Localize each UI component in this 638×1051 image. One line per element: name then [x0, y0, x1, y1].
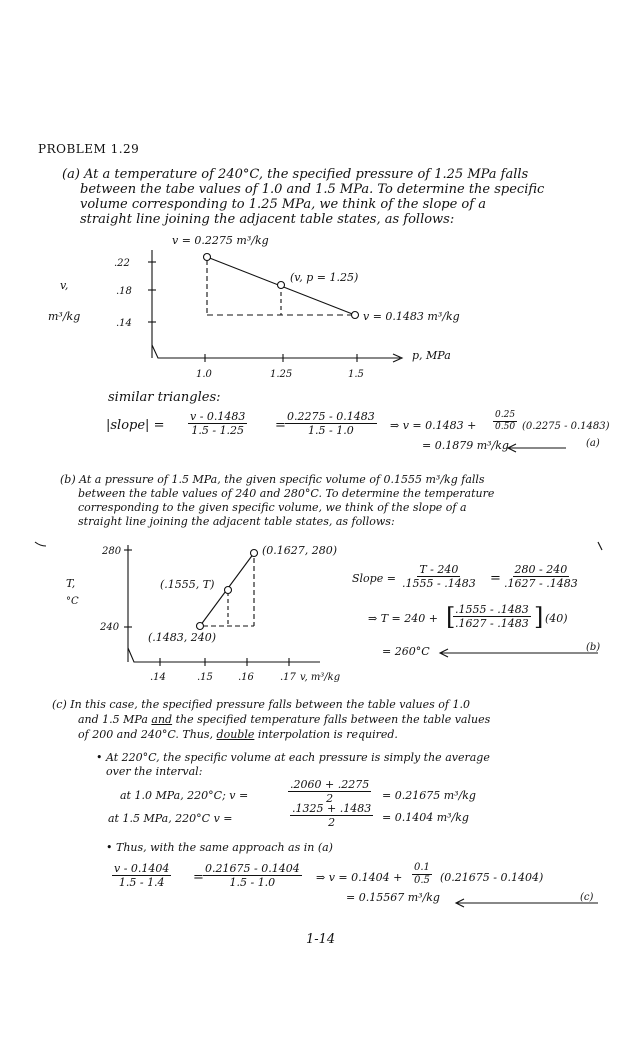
graph-a-y-label-1: v, [60, 279, 69, 292]
result-a-suffix: (0.2275 - 0.1483) [522, 421, 610, 432]
part-a-intro-line-1: (a) At a temperature of 240°C, the specified pressure of 1.25 MPa falls [62, 167, 529, 182]
part-c-bullet-1-line-1: • At 220°C, the specific volume at each pressure is simply the average [96, 751, 490, 764]
similar-triangles-label: similar triangles: [108, 390, 221, 405]
slope-a-label: |slope| = [106, 418, 165, 433]
part-b-intro-line-4: straight line joining the adjacent table states, as follows: [78, 515, 395, 528]
slope-b-frac-1-den: .1555 - .1483 [402, 577, 476, 590]
part-c-intro-2a: and 1.5 MPa [78, 713, 148, 726]
graph-b-xtick-label-015: .15 [197, 672, 213, 683]
graph-a-ytick-label-018: .18 [116, 286, 132, 297]
slope-a-frac-1-den: 1.5 - 1.25 [191, 424, 245, 437]
slope-a-frac-2-den: 1.5 - 1.0 [308, 424, 354, 437]
graph-b-xtick-label-014: .14 [150, 672, 166, 683]
graph-b-ytick-label-280: 280 [102, 546, 122, 557]
part-c-row-1-result: = 0.21675 m³/kg [382, 789, 476, 802]
part-c-res-den: 0.5 [414, 875, 430, 886]
graph-a-xtick-label-125: 1.25 [270, 369, 293, 380]
slope-b-label: Slope = [352, 572, 396, 585]
result-a-prefix: ⇒ v = 0.1483 + [390, 419, 477, 432]
t-b-bracket-right: ] [534, 603, 544, 631]
part-a-intro-line-3: volume corresponding to 1.25 MPa, we think of the slope of a [80, 197, 486, 212]
part-c-intro-2c: the specified temperature falls between the table values [175, 713, 491, 726]
part-c-tag: (c) [580, 892, 594, 903]
part-c-intro-3a: of 200 and 240°C. Thus, [78, 728, 214, 741]
t-b-frac-den: .1627 - .1483 [455, 617, 529, 630]
graph-b-xtick-label-016: .16 [238, 672, 254, 683]
part-c-row-2-result: = 0.1404 m³/kg [382, 811, 469, 824]
result-a-frac-num: 0.25 [495, 410, 516, 420]
part-b-intro-line-2: between the table values of 240 and 280°C. To determine the temperature [78, 487, 495, 500]
part-b-intro-line-3: corresponding to the given specific volume, we think of the slope of a [78, 501, 467, 514]
graph-b-top-label: (0.1627, 280) [262, 544, 338, 557]
slope-b-frac-2-num: 280 - 240 [514, 563, 568, 576]
result-a-frac-den: 0.50 [495, 422, 516, 432]
part-c-eq: = [193, 870, 204, 885]
graph-b-mid-label: (.1555, T) [160, 578, 215, 591]
slope-b-eq: = [490, 571, 501, 586]
graph-a-mid-label: (v, p = 1.25) [290, 271, 359, 284]
slope-a-frac-1-num: v - 0.1483 [190, 410, 246, 423]
part-c-res-num: 0.1 [414, 862, 430, 873]
graph-b-x-label: v, m³/kg [300, 672, 341, 683]
part-c-frac-1-den: 1.5 - 1.4 [118, 876, 165, 889]
part-c-frac-2-num: 0.21675 - 0.1404 [205, 862, 300, 875]
part-c-frac-1-num: v - 0.1404 [114, 862, 170, 875]
graph-a-ytick-label-022: .22 [114, 258, 130, 269]
graph-b-xtick-label-017: .17 [280, 672, 296, 683]
part-c-row-2-den: 2 [328, 816, 336, 829]
slope-a-frac-2-num: 0.2275 - 0.1483 [287, 410, 375, 423]
t-b-frac-num: .1555 - .1483 [455, 603, 529, 616]
graph-a-ytick-label-014: .14 [116, 318, 132, 329]
part-a-intro-line-4: straight line joining the adjacent table states, as follows: [80, 212, 455, 227]
part-c-intro-3c: interpolation is required. [257, 728, 398, 741]
slope-a-eq: = [275, 418, 286, 433]
part-c-bullet-2: • Thus, with the same approach as in (a) [106, 841, 333, 854]
t-b-bracket-left: [ [446, 603, 456, 631]
part-c-row-1-label: at 1.0 MPa, 220°C; v = [120, 789, 249, 802]
graph-a-xtick-label-10: 1.0 [196, 369, 212, 380]
part-c-row-1-den: 2 [326, 792, 334, 805]
part-b-intro-line-1: (b) At a pressure of 1.5 MPa, the given specific volume of 0.1555 m³/kg falls [60, 473, 485, 486]
t-b-prefix: ⇒ T = 240 + [368, 612, 438, 625]
graph-a-top-label: v = 0.2275 m³/kg [172, 234, 269, 247]
result-b-tag: (b) [586, 642, 601, 653]
graph-a-xtick-label-15: 1.5 [348, 369, 364, 380]
part-c-intro-3b: double [216, 728, 255, 741]
part-c-row-2-num: .1325 + .1483 [292, 802, 372, 815]
part-c-res-prefix: ⇒ v = 0.1404 + [316, 871, 403, 884]
part-a-intro-line-2: between the tabe values of 1.0 and 1.5 MPa. To determine the specific [80, 182, 545, 197]
part-c-intro-2b: and [151, 713, 173, 726]
result-a-tag: (a) [586, 438, 600, 449]
part-c-row-2-label: at 1.5 MPa, 220°C v = [108, 812, 233, 825]
result-b-value: = 260°C [382, 645, 430, 658]
slope-b-frac-1-num: T - 240 [419, 563, 459, 576]
graph-b-y-label-2: °C [66, 596, 79, 607]
slope-b-frac-2-den: .1627 - .1483 [504, 577, 578, 590]
graph-a-x-label: p, MPa [412, 349, 451, 362]
graph-a-right-label: v = 0.1483 m³/kg [363, 310, 460, 323]
t-b-suffix: (40) [545, 612, 568, 625]
part-c-result-value: = 0.15567 m³/kg [346, 891, 440, 904]
part-c-intro-line-1: (c) In this case, the specified pressure falls between the table values of 1.0 [52, 698, 470, 711]
part-c-res-suffix: (0.21675 - 0.1404) [440, 871, 544, 884]
part-c-row-1-num: .2060 + .2275 [290, 778, 370, 791]
graph-b-y-label-1: T, [66, 577, 76, 590]
graph-b-ytick-label-240: 240 [100, 622, 120, 633]
result-a-value: = 0.1879 m³/kg [422, 439, 509, 452]
part-c-bullet-1-line-2: over the interval: [106, 765, 203, 778]
part-c-frac-2-den: 1.5 - 1.0 [229, 876, 276, 889]
problem-title: PROBLEM 1.29 [38, 142, 140, 156]
page-number: 1-14 [306, 932, 336, 947]
graph-b-low-label: (.1483, 240) [148, 631, 217, 644]
graph-a-y-label-2: m³/kg [48, 310, 81, 323]
